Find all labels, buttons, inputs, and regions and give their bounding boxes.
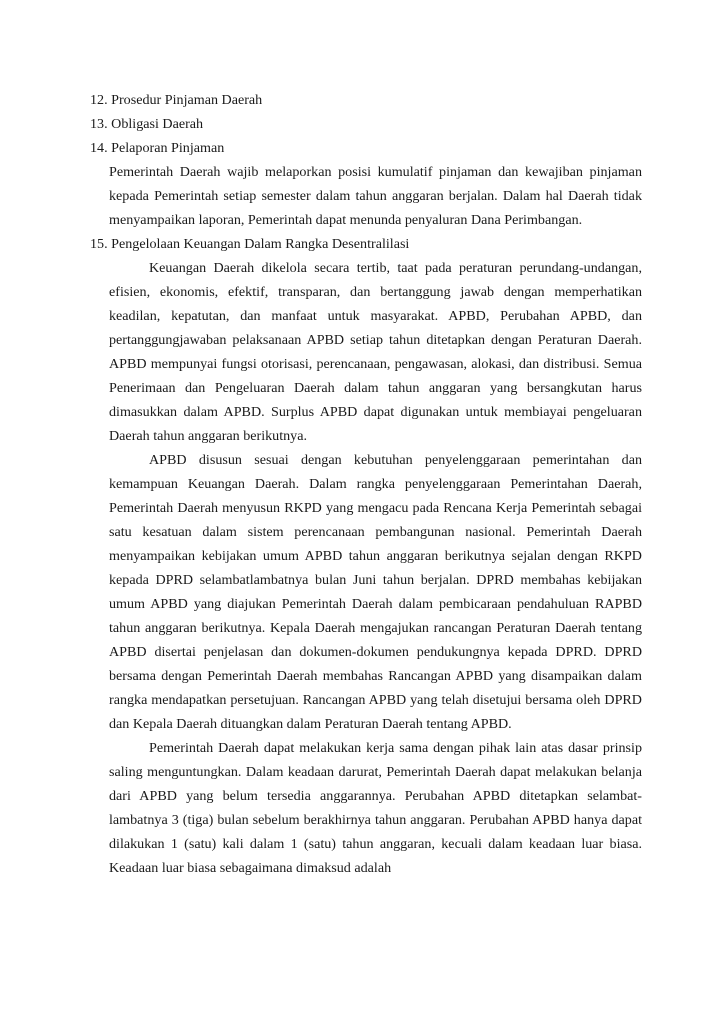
item-heading-14: 14. Pelaporan Pinjaman — [90, 140, 225, 156]
item-heading-12: 12. Prosedur Pinjaman Daerah — [90, 92, 263, 108]
item-heading-15: 15. Pengelolaan Keuangan Dalam Rangka Desentralilasi — [90, 236, 410, 252]
item-heading-13: 13. Obligasi Daerah — [90, 116, 204, 132]
item-15-paragraph-1: Keuangan Daerah dikelola secara tertib, taat pada peraturan perundang-undangan, efisien, ekonomis, efektif, transparan, dan bertanggung jawab dengan memperhatikan keadilan, kepatutan, dan manfaat untuk masyarakat. APBD, Perubahan APBD, dan pertanggungjawaban pelaksanaan APBD setiap tahun ditetapkan dengan Peraturan Daerah. APBD mempunyai fungsi otorisasi, perencanaan, pengawasan, alokasi, dan distribusi. Semua Penerimaan dan Pengeluaran Daerah dalam tahun anggaran yang bersangkutan harus dimasukkan dalam APBD. Surplus APBD dapat digunakan untuk membiayai pengeluaran Daerah tahun anggaran berikutnya. — [109, 260, 642, 444]
item-15-paragraph-2: APBD disusun sesuai dengan kebutuhan penyelenggaraan pemerintahan dan kemampuan Keuangan Daerah. Dalam rangka penyelenggaraan Pemerintahan Daerah, Pemerintah Daerah menyusun RKPD yang mengacu pada Rencana Kerja Pemerintah sebagai satu kesatuan dalam sistem perencanaan pembangunan nasional. Pemerintah Daerah menyampaikan kebijakan umum APBD tahun anggaran berikutnya sejalan dengan RKPD kepada DPRD selambatlambatnya bulan Juni tahun berjalan. DPRD membahas kebijakan umum APBD yang diajukan Pemerintah Daerah dalam pembicaraan pendahuluan RAPBD tahun anggaran berikutnya. Kepala Daerah mengajukan rancangan Peraturan Daerah tentang APBD disertai penjelasan dan dokumen-dokumen pendukungnya kepada DPRD. DPRD bersama dengan Pemerintah Daerah membahas Rancangan APBD yang disampaikan dalam rangka mendapatkan persetujuan. Rancangan APBD yang telah disetujui bersama oleh DPRD dan Kepala Daerah dituangkan dalam Peraturan Daerah tentang APBD. — [109, 452, 642, 732]
item-14-paragraph: Pemerintah Daerah wajib melaporkan posisi kumulatif pinjaman dan kewajiban pinjaman kepada Pemerintah setiap semester dalam tahun anggaran berjalan. Dalam hal Daerah tidak menyampaikan laporan, Pemerintah dapat menunda penyaluran Dana Perimbangan. — [109, 164, 642, 228]
document-body — [90, 88, 642, 880]
item-15-paragraph-3: Pemerintah Daerah dapat melakukan kerja sama dengan pihak lain atas dasar prinsip saling menguntungkan. Dalam keadaan darurat, Pemerintah Daerah dapat melakukan belanja dari APBD yang belum tersedia anggarannya. Perubahan APBD ditetapkan selambat-lambatnya 3 (tiga) bulan sebelum berakhirnya tahun anggaran. Perubahan APBD hanya dapat dilakukan 1 (satu) kali dalam 1 (satu) tahun anggaran, kecuali dalam keadaan luar biasa. Keadaan luar biasa sebagaimana dimaksud adalah — [109, 740, 642, 876]
